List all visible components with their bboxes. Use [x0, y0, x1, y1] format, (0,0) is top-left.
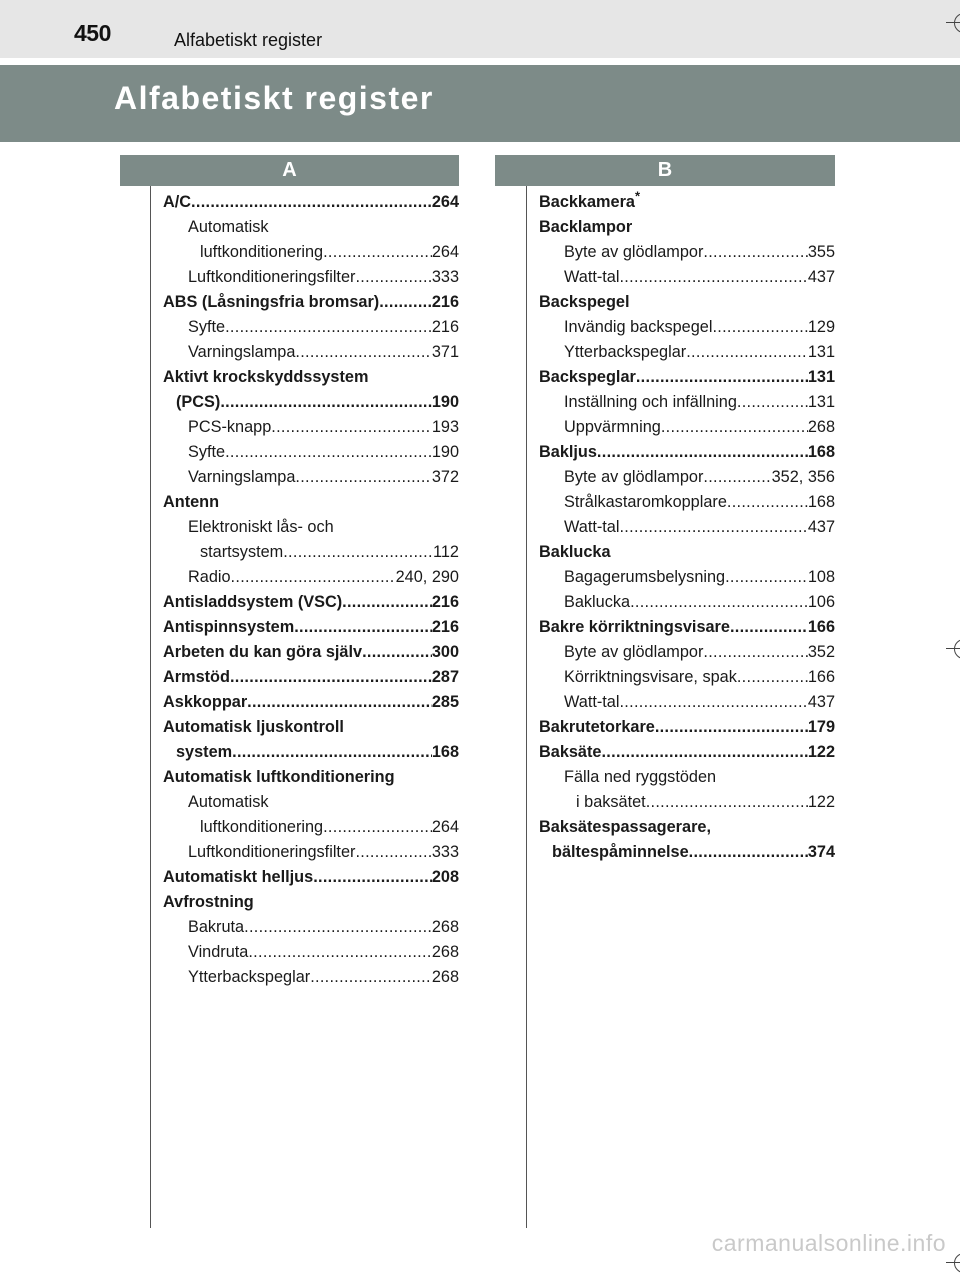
index-entry [163, 640, 459, 665]
entry-label-text: Baksätespassagerare, [539, 818, 711, 836]
column-rule-left [150, 186, 151, 1228]
entry-label [564, 665, 737, 690]
entry-label-text: PCS-knapp [188, 418, 272, 436]
entry-label-text: Fälla ned ryggstöden [564, 768, 717, 786]
entry-label-text: Automatisk [188, 218, 269, 236]
entry-label [539, 540, 611, 565]
entry-page-ref[interactable]: 264 [431, 243, 459, 261]
entry-label-text: Luftkonditioneringsfilter [188, 843, 356, 861]
dot-leader [379, 290, 432, 315]
entry-label-text: Backspeglar [539, 368, 636, 386]
dot-leader [247, 690, 432, 715]
entry-page-ref[interactable]: 437 [807, 693, 835, 711]
entry-page-ref[interactable]: 268 [431, 943, 459, 961]
index-entry [163, 865, 459, 890]
index-entry [539, 665, 835, 690]
index-entry [163, 565, 459, 590]
entry-page-ref[interactable]: 166 [807, 668, 835, 686]
index-entry [163, 940, 459, 965]
header-strip [0, 0, 960, 58]
index-entry [163, 365, 459, 390]
index-entry [539, 365, 835, 390]
entry-page-ref[interactable]: 168 [807, 493, 835, 511]
entry-page-ref[interactable]: 122 [807, 793, 835, 811]
entry-page-ref[interactable]: 190 [431, 443, 459, 461]
running-head: Alfabetiskt register [174, 30, 323, 50]
entry-page-ref[interactable]: 355 [807, 243, 835, 261]
index-column-b [539, 190, 835, 865]
entry-page-ref[interactable]: 374 [807, 843, 835, 861]
entry-label-text: Baklucka [539, 543, 611, 561]
entry-page-ref[interactable]: 437 [807, 268, 835, 286]
entry-label [564, 465, 703, 490]
index-entry [163, 590, 459, 615]
entry-label-text: Watt-tal [564, 693, 620, 711]
entry-label [564, 390, 737, 415]
entry-label [188, 215, 269, 240]
entry-label-text: A/C [163, 193, 192, 211]
entry-label [188, 790, 269, 815]
dot-leader [661, 415, 808, 440]
index-entry [163, 190, 459, 215]
entry-label [163, 865, 313, 890]
dot-leader [294, 615, 432, 640]
entry-page-ref[interactable]: 108 [807, 568, 835, 586]
dot-leader [689, 840, 808, 865]
entry-label [188, 965, 310, 990]
index-entry [539, 415, 835, 440]
entry-label [188, 465, 295, 490]
entry-page-ref[interactable]: 168 [431, 743, 459, 761]
index-entry [163, 340, 459, 365]
entry-label-text: Ytterbackspeglar [188, 968, 311, 986]
entry-label [188, 915, 244, 940]
entry-page-ref[interactable]: 179 [807, 718, 835, 736]
entry-page-ref[interactable]: 131 [807, 343, 835, 361]
entry-label-text: Varningslampa [188, 343, 296, 361]
section-header-a: A [120, 155, 459, 186]
column-rule-right [526, 186, 527, 1228]
entry-page-ref[interactable]: 300 [431, 643, 459, 661]
entry-label-text: Byte av glödlampor [564, 643, 704, 661]
entry-label-text: Inställning och infällning [564, 393, 737, 411]
index-entry [539, 565, 835, 590]
entry-label-text: Backkamera [539, 193, 635, 211]
dot-leader [323, 815, 432, 840]
index-entry [539, 815, 835, 840]
entry-label [539, 215, 632, 240]
index-entry [163, 415, 459, 440]
index-entry [539, 515, 835, 540]
entry-page-ref[interactable]: 131 [807, 393, 835, 411]
entry-label-text: Uppvärmning [564, 418, 661, 436]
dot-leader [362, 640, 432, 665]
entry-label-text: Bakrutetorkare [539, 718, 655, 736]
dot-leader [220, 390, 432, 415]
dot-leader [737, 390, 808, 415]
entry-label [163, 715, 344, 740]
entry-label-text: Luftkonditioneringsfilter [188, 268, 356, 286]
entry-label [539, 615, 730, 640]
entry-label [163, 765, 395, 790]
dot-leader [248, 940, 431, 965]
dot-leader [630, 590, 808, 615]
index-entry [539, 465, 835, 490]
entry-label-text: Antisladdsystem (VSC) [163, 593, 343, 611]
dot-leader [703, 240, 807, 265]
entry-page-ref[interactable]: 371 [431, 343, 459, 361]
index-entry [163, 490, 459, 515]
index-entry [539, 765, 835, 790]
footnote-marker: * [634, 188, 641, 204]
entry-page-ref[interactable]: 240, 290 [395, 568, 459, 586]
entry-label-text: Bakljus [539, 443, 597, 461]
index-entry [539, 390, 835, 415]
index-entry [163, 290, 459, 315]
entry-label [163, 640, 362, 665]
entry-page-ref[interactable]: 333 [431, 843, 459, 861]
entry-label [163, 890, 254, 915]
index-entry [163, 790, 459, 815]
entry-label [564, 340, 686, 365]
entry-label [163, 290, 379, 315]
entry-label-text: Automatisk luftkonditionering [163, 768, 395, 786]
entry-page-ref[interactable]: 333 [431, 268, 459, 286]
entry-page-ref[interactable]: 216 [431, 318, 459, 336]
entry-page-ref[interactable]: 285 [431, 693, 459, 711]
dot-leader [283, 540, 433, 565]
entry-label [564, 415, 661, 440]
dot-leader [191, 190, 432, 215]
index-entry [163, 540, 459, 565]
entry-label [200, 240, 323, 265]
entry-label [200, 540, 283, 565]
entry-label-text: Bakre körriktningsvisare [539, 618, 730, 636]
index-entry [163, 215, 459, 240]
watermark: carmanualsonline.info [711, 1230, 946, 1256]
dot-leader [355, 265, 431, 290]
entry-label [564, 265, 619, 290]
entry-label [539, 740, 601, 765]
entry-page-ref[interactable]: 190 [431, 393, 459, 411]
dot-leader [231, 565, 396, 590]
entry-page-ref[interactable]: 437 [807, 518, 835, 536]
index-entry [163, 765, 459, 790]
entry-label-text: Backspegel [539, 293, 630, 311]
dot-leader [619, 690, 807, 715]
index-entry [539, 840, 835, 865]
index-entry [539, 740, 835, 765]
entry-label [539, 365, 636, 390]
entry-page-ref[interactable]: 268 [431, 968, 459, 986]
entry-page-ref[interactable]: 264 [431, 193, 459, 211]
index-entry [163, 890, 459, 915]
entry-label-text: Vindruta [188, 943, 249, 961]
dot-leader [230, 665, 432, 690]
index-entry [539, 640, 835, 665]
entry-label-text: Armstöd [163, 668, 230, 686]
entry-page-ref[interactable]: 112 [433, 543, 459, 561]
entry-label-text: Aktivt krockskyddssystem [163, 368, 369, 386]
entry-label [163, 615, 294, 640]
registration-mark-icon [946, 5, 960, 41]
index-entry [163, 840, 459, 865]
entry-label-text: luftkonditionering [200, 243, 324, 261]
index-entry [539, 190, 835, 215]
entry-label [163, 690, 247, 715]
index-entry [539, 615, 835, 640]
dot-leader [355, 840, 431, 865]
entry-label [176, 390, 220, 415]
entry-label-text: Askkoppar [163, 693, 248, 711]
entry-label-text: Arbeten du kan göra själv [163, 643, 363, 661]
entry-label [564, 315, 712, 340]
index-entry [163, 915, 459, 940]
index-entry [163, 715, 459, 740]
entry-label-text: Bakruta [188, 918, 245, 936]
entry-page-ref[interactable]: 216 [431, 293, 459, 311]
entry-label [564, 590, 630, 615]
index-column-a [163, 190, 459, 990]
entry-label [163, 190, 191, 215]
entry-label-text: Syfte [188, 318, 226, 336]
entry-page-ref[interactable]: 216 [431, 593, 459, 611]
dot-leader [737, 665, 808, 690]
entry-label-text: Automatisk [188, 793, 269, 811]
entry-page-ref[interactable]: 129 [807, 318, 835, 336]
index-entry [163, 815, 459, 840]
dot-leader [655, 715, 808, 740]
dot-leader [271, 415, 432, 440]
entry-label-text: system [176, 743, 233, 761]
index-entry [539, 290, 835, 315]
entry-label-text: Antispinnsystem [163, 618, 295, 636]
index-entry [163, 440, 459, 465]
dot-leader [601, 740, 807, 765]
entry-label [564, 565, 725, 590]
entry-label [564, 240, 703, 265]
entry-label [163, 665, 230, 690]
entry-page-ref[interactable]: 131 [807, 368, 835, 386]
entry-page-ref[interactable]: 352 [807, 643, 835, 661]
entry-label-text: Watt-tal [564, 268, 620, 286]
entry-label-text: Avfrostning [163, 893, 254, 911]
index-entry [163, 615, 459, 640]
entry-label [188, 940, 248, 965]
entry-page-ref[interactable]: 372 [431, 468, 459, 486]
entry-label-text: Watt-tal [564, 518, 620, 536]
dot-leader [232, 740, 432, 765]
dot-leader [730, 615, 808, 640]
entry-label-text: Elektroniskt lås- och [188, 518, 334, 536]
index-entry [539, 240, 835, 265]
entry-label-text: Körriktningsvisare, spak [564, 668, 737, 686]
entry-label-text: Antenn [163, 493, 220, 511]
dot-leader [712, 315, 807, 340]
entry-page-ref[interactable]: 352, 356 [771, 468, 835, 486]
entry-label-text: Byte av glödlampor [564, 468, 704, 486]
entry-label-text: Byte av glödlampor [564, 243, 704, 261]
dot-leader [244, 915, 432, 940]
entry-page-ref[interactable]: 268 [431, 918, 459, 936]
page-number: 450 [74, 20, 111, 46]
entry-page-ref[interactable]: 106 [807, 593, 835, 611]
dot-leader [727, 490, 808, 515]
entry-page-ref[interactable]: 122 [807, 743, 835, 761]
dot-leader [295, 340, 431, 365]
index-entry [539, 215, 835, 240]
registration-mark-icon [946, 631, 960, 667]
entry-label-text: Varningslampa [188, 468, 296, 486]
index-entry [163, 690, 459, 715]
entry-label [163, 365, 368, 390]
entry-label-text: Syfte [188, 443, 226, 461]
index-entry [539, 490, 835, 515]
entry-label [564, 765, 716, 790]
index-entry [539, 690, 835, 715]
entry-label-text: Bagagerumsbelysning [564, 568, 726, 586]
entry-label-text: Automatisk ljuskontroll [163, 718, 344, 736]
entry-label-text: Strålkastaromkopplare [564, 493, 727, 511]
entry-page-ref[interactable]: 268 [807, 418, 835, 436]
index-entry [163, 265, 459, 290]
index-entry [539, 440, 835, 465]
index-entry [539, 715, 835, 740]
entry-label-text: i baksätet [576, 793, 646, 811]
dot-leader [225, 315, 432, 340]
entry-label-text: Automatiskt helljus [163, 868, 314, 886]
entry-label-text: Ytterbackspeglar [564, 343, 687, 361]
page-title: Alfabetiskt register [114, 80, 434, 116]
entry-page-ref[interactable]: 287 [431, 668, 459, 686]
entry-label [539, 715, 655, 740]
entry-label [539, 290, 630, 315]
entry-label [188, 565, 231, 590]
entry-label-text: Baksäte [539, 743, 602, 761]
dot-leader [310, 965, 432, 990]
entry-label [576, 790, 646, 815]
entry-label-text: luftkonditionering [200, 818, 324, 836]
dot-leader [636, 365, 808, 390]
entry-label [552, 840, 689, 865]
entry-page-ref[interactable]: 208 [431, 868, 459, 886]
dot-leader [686, 340, 808, 365]
index-entry [163, 465, 459, 490]
entry-label [163, 590, 342, 615]
entry-label [539, 815, 711, 840]
dot-leader [619, 515, 807, 540]
index-entry [163, 515, 459, 540]
entry-label [163, 490, 219, 515]
index-entry [163, 390, 459, 415]
dot-leader [342, 590, 432, 615]
index-entry [539, 315, 835, 340]
entry-label [176, 740, 232, 765]
registration-mark-icon [946, 1245, 960, 1281]
index-entry [539, 790, 835, 815]
index-entry [163, 240, 459, 265]
entry-label-text: Backlampor [539, 218, 633, 236]
entry-label [564, 640, 703, 665]
entry-label [188, 340, 295, 365]
index-entry [163, 665, 459, 690]
entry-label [188, 315, 225, 340]
entry-label-text: Invändig backspegel [564, 318, 713, 336]
entry-page-ref[interactable]: 168 [807, 443, 835, 461]
entry-label [564, 515, 619, 540]
entry-label [188, 840, 355, 865]
dot-leader [313, 865, 432, 890]
entry-label [188, 265, 355, 290]
entry-label-text: Radio [188, 568, 231, 586]
entry-label [564, 490, 727, 515]
entry-label-text: ABS (Låsningsfria bromsar) [163, 293, 380, 311]
index-entry [163, 965, 459, 990]
entry-label-text: Baklucka [564, 593, 631, 611]
entry-label [539, 440, 597, 465]
entry-label [188, 440, 225, 465]
index-entry [539, 265, 835, 290]
entry-label-text: bältespåminnelse [552, 843, 689, 861]
entry-page-ref[interactable]: 264 [431, 818, 459, 836]
dot-leader [646, 790, 808, 815]
entry-label [188, 415, 271, 440]
dot-leader [597, 440, 808, 465]
dot-leader [225, 440, 432, 465]
entry-label [539, 190, 640, 215]
index-entry [163, 315, 459, 340]
entry-label [200, 815, 323, 840]
index-entry [163, 740, 459, 765]
index-entry [539, 340, 835, 365]
entry-label-text: (PCS) [176, 393, 221, 411]
dot-leader [323, 240, 432, 265]
section-header-b: B [495, 155, 835, 186]
entry-page-ref[interactable]: 216 [431, 618, 459, 636]
entry-label-text: startsystem [200, 543, 284, 561]
entry-label [564, 690, 619, 715]
entry-label [188, 515, 334, 540]
dot-leader [619, 265, 807, 290]
dot-leader [725, 565, 808, 590]
index-entry [539, 590, 835, 615]
index-entry [539, 540, 835, 565]
dot-leader [703, 465, 771, 490]
dot-leader [703, 640, 807, 665]
entry-page-ref[interactable]: 166 [807, 618, 835, 636]
dot-leader [295, 465, 431, 490]
entry-page-ref[interactable]: 193 [431, 418, 459, 436]
